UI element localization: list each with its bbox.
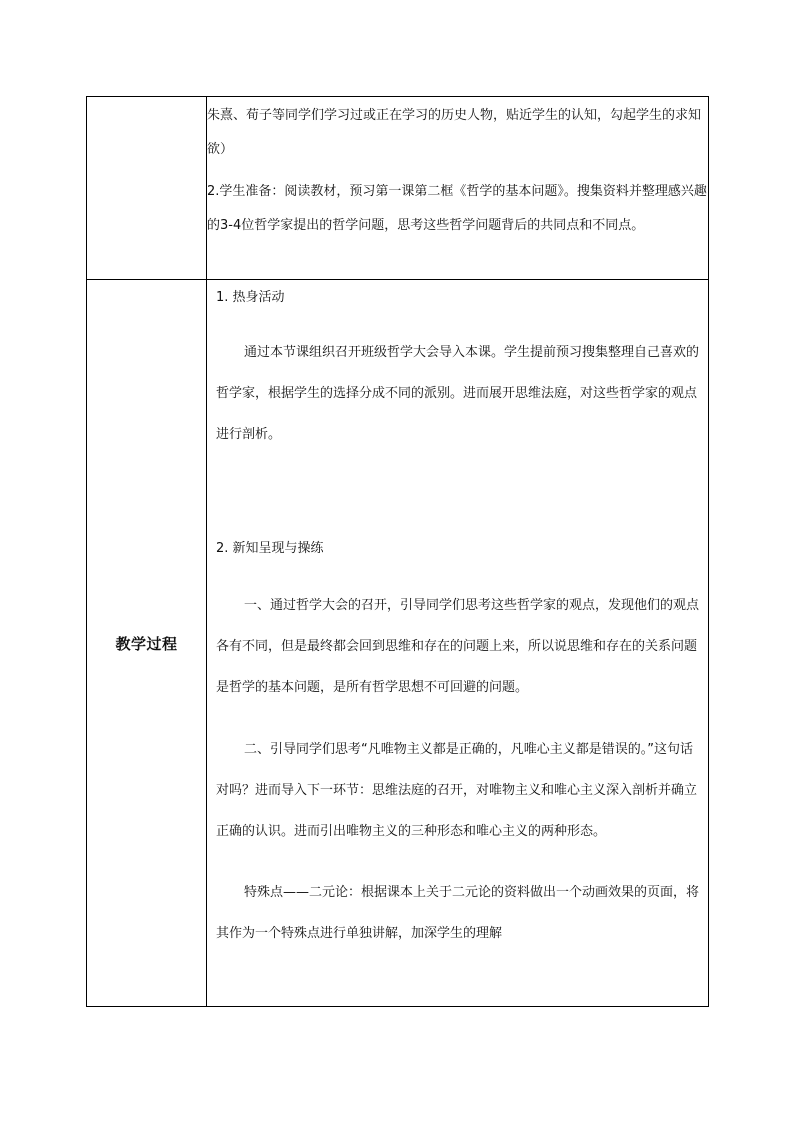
new-knowledge-paragraph-1: 一、通过哲学大会的召开，引导同学们思考这些哲学家的观点，发现他们的观点各有不同，但是最终都会回到思维和存在的问题上来，所以说思维和存在的关系问题是哲学的基本问题，是所有哲学思想不可回避的问题。	[216, 598, 700, 695]
lesson-plan-table	[86, 96, 709, 1007]
preparation-label-cell	[87, 97, 207, 280]
teaching-process-label-cell	[87, 280, 207, 1007]
teaching-process-row	[87, 280, 709, 1007]
teaching-process-label: 教学过程	[115, 634, 178, 653]
warmup-paragraph: 通过本节课组织召开班级哲学大会导入本课。学生提前预习搜集整理自己喜欢的哲学家，根据学生的选择分成不同的派别。进而展开思维法庭，对这些哲学家的观点进行剖析。	[216, 345, 700, 442]
preparation-paragraph-1: 朱熹、荀子等同学们学习过或正在学习的历史人物，贴近学生的认知，勾起学生的求知欲）	[207, 108, 702, 157]
teaching-process-content-cell	[207, 280, 709, 1007]
dualism-paragraph: 特殊点——二元论：根据课本上关于二元论的资料做出一个动画效果的页面，将其作为一个特殊点进行单独讲解，加深学生的理解	[216, 885, 700, 941]
preparation-row	[87, 97, 709, 280]
new-knowledge-heading: 2. 新知呈现与操练	[216, 541, 324, 556]
student-preparation-paragraph: 2.学生准备：阅读教材，预习第一课第二框《哲学的基本问题》。搜集资料并整理感兴趣的3-4位哲学家提出的哲学问题，思考这些哲学问题背后的共同点和不同点。	[207, 184, 707, 233]
new-knowledge-paragraph-2: 二、引导同学们思考“凡唯物主义都是正确的，凡唯心主义都是错误的。”这句话对吗？进而导入下一环节：思维法庭的召开，对唯物主义和唯心主义深入剖析并确立正确的认识。进而引出唯物主义的三种形态和唯心主义的两种形态。	[216, 742, 698, 839]
warmup-heading: 1. 热身活动	[216, 290, 285, 305]
preparation-content-cell	[207, 97, 709, 280]
